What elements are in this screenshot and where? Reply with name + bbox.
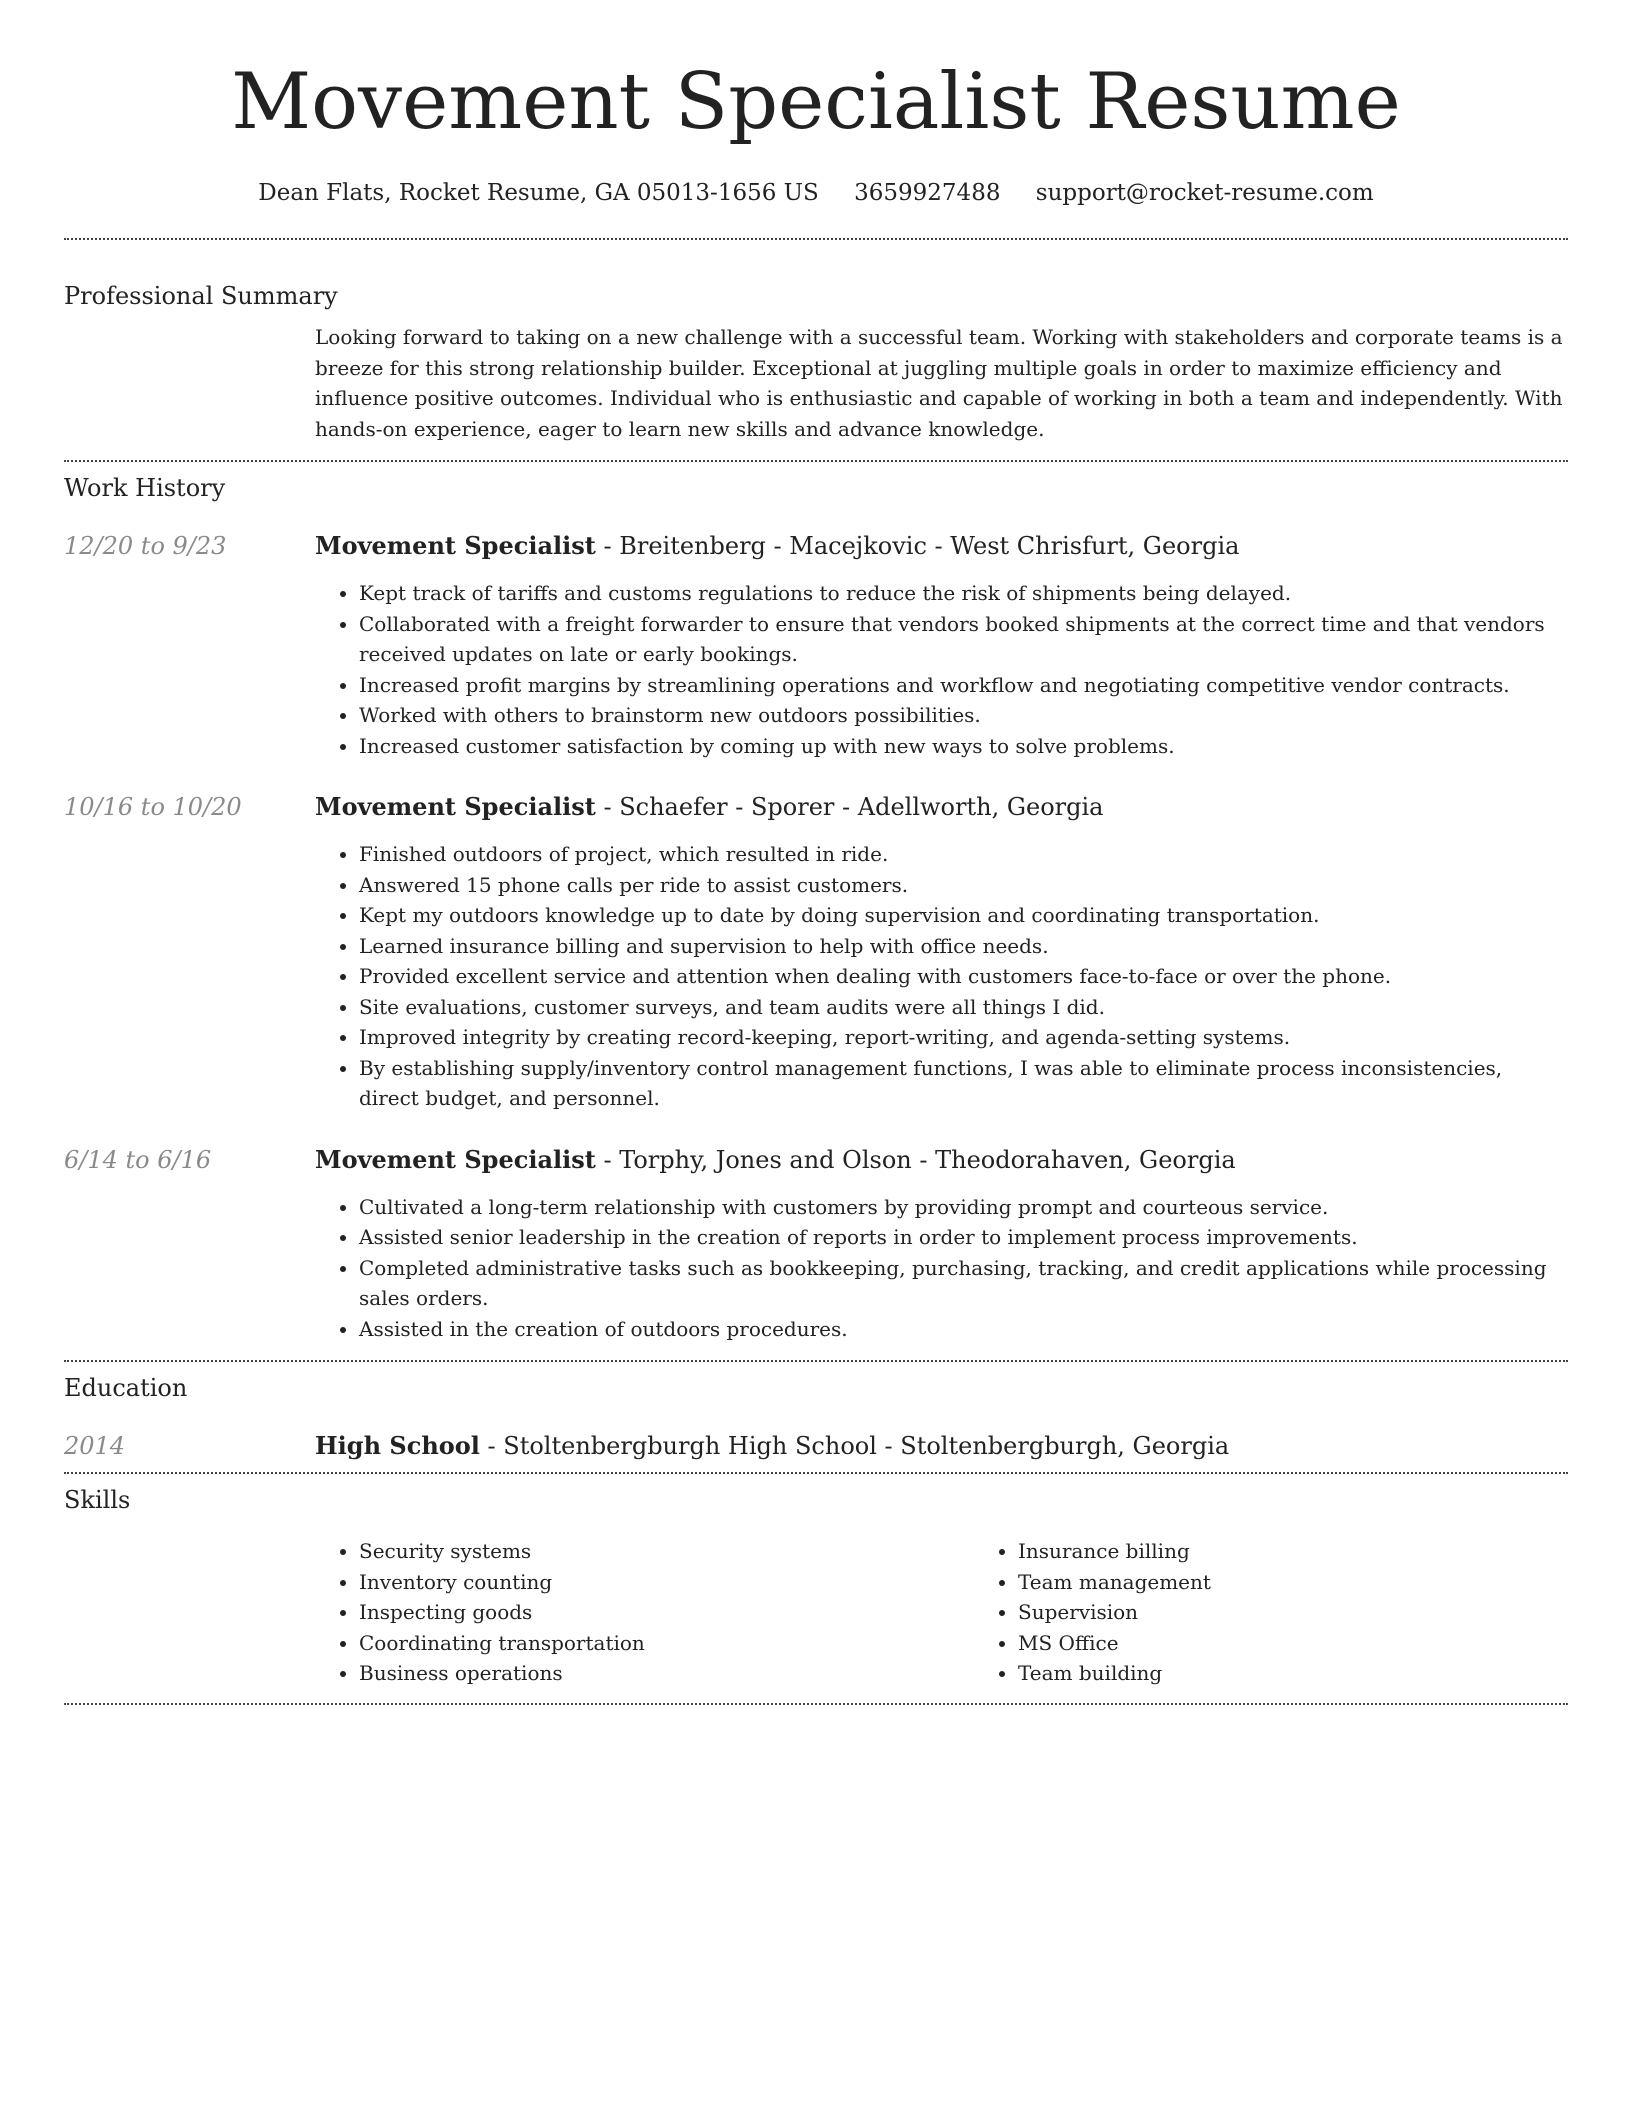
job-details — [315, 791, 1568, 1114]
job-position: Movement Specialist — [315, 792, 596, 821]
skill-item: • Inspecting goods — [359, 1597, 974, 1628]
job-title — [315, 530, 1568, 562]
skill-item: • Security systems — [359, 1536, 974, 1567]
job-title — [315, 791, 1568, 823]
job-entry — [64, 791, 1568, 1114]
skill-item: • MS Office — [1018, 1628, 1632, 1659]
list-item: • Answered 15 phone calls per ride to assist customers. — [359, 870, 1568, 901]
education-year: 2014 — [64, 1432, 126, 1460]
job-position: Movement Specialist — [315, 1144, 596, 1174]
job-position: Movement Specialist — [315, 531, 596, 560]
skills-block — [315, 1536, 1568, 1689]
skill-item: • Business operations — [359, 1658, 974, 1689]
list-item: • Provided excellent service and attention when dealing with customers face-to-face or over the phone. — [359, 961, 1568, 992]
education-title — [315, 1430, 1568, 1462]
job-entry — [64, 1144, 1568, 1345]
contact-email: support@rocket-resume.com — [1035, 180, 1374, 206]
job-company: - Breitenberg - Macejkovic - West Chrisfurt, Georgia — [595, 532, 1240, 560]
skill-item: • Insurance billing — [1018, 1536, 1632, 1567]
list-item: • By establishing supply/inventory control management functions, I was able to eliminate process inconsistencies, direct budget, and personnel. — [359, 1053, 1568, 1114]
job-entry — [64, 530, 1568, 761]
divider — [64, 1703, 1568, 1705]
skill-item: • Coordinating transportation — [359, 1628, 974, 1659]
summary-block — [315, 322, 1568, 444]
list-item: • Collaborated with a freight forwarder to ensure that vendors booked shipments at the correct time and that vendors received updates on late or early bookings. — [359, 609, 1568, 670]
summary-text: Looking forward to taking on a new challenge with a successful team. Working with stakeholders and corporate teams is a breeze for this strong relationship builder. Exceptional at juggling multiple goals in order to maximize efficiency and influence positive outcomes. Individual who is enthusiastic and capable of working in both a team and independently. With hands-on experience, eager to learn new skills and advance knowledge. — [315, 325, 1563, 441]
list-item: • Finished outdoors of project, which resulted in ride. — [359, 839, 1568, 870]
job-company: - Schaefer - Sporer - Adellworth, Georgia — [595, 793, 1104, 821]
resume-content — [64, 0, 1568, 1705]
job-dates: 10/16 to 10/20 — [64, 793, 242, 821]
divider — [64, 460, 1568, 462]
education-degree: High School — [315, 1431, 480, 1460]
education-school: - Stoltenbergburgh High School - Stoltenbergburgh, Georgia — [479, 1432, 1230, 1460]
resume-title: Movement Specialist Resume — [231, 57, 1401, 147]
list-item: • Site evaluations, customer surveys, and team audits were all things I did. — [359, 992, 1568, 1023]
job-dates: 12/20 to 9/23 — [64, 532, 227, 560]
job-dates: 6/14 to 6/16 — [64, 1145, 212, 1174]
skill-item: • Team management — [1018, 1567, 1632, 1598]
divider — [64, 1360, 1568, 1362]
education-details — [315, 1430, 1568, 1462]
list-item: • Increased profit margins by streamlining operations and workflow and negotiating competitive vendor contracts. — [359, 670, 1568, 701]
job-details — [315, 530, 1568, 761]
contact-phone: 3659927488 — [854, 180, 1001, 206]
skills-list-right — [974, 1536, 1632, 1689]
list-item: • Assisted senior leadership in the creation of reports in order to implement process improvements. — [359, 1222, 1568, 1253]
list-item: • Cultivated a long-term relationship with customers by providing prompt and courteous service. — [359, 1192, 1568, 1223]
section-title-education: Education — [64, 1374, 188, 1402]
job-bullets — [315, 1192, 1568, 1345]
job-title — [315, 1144, 1568, 1176]
skill-item: • Team building — [1018, 1658, 1632, 1689]
skills-list-left — [315, 1536, 974, 1689]
list-item: • Kept my outdoors knowledge up to date by doing supervision and coordinating transportation. — [359, 900, 1568, 931]
contact-line — [64, 178, 1568, 208]
list-item: • Assisted in the creation of outdoors procedures. — [359, 1314, 1568, 1345]
list-item: • Learned insurance billing and supervision to help with office needs. — [359, 931, 1568, 962]
education-entry — [64, 1430, 1568, 1462]
list-item: • Worked with others to brainstorm new outdoors possibilities. — [359, 700, 1568, 731]
section-title-work: Work History — [64, 474, 226, 502]
divider — [64, 238, 1568, 240]
section-title-skills: Skills — [64, 1486, 131, 1514]
divider — [64, 1472, 1568, 1474]
list-item: • Completed administrative tasks such as bookkeeping, purchasing, tracking, and credit applications while processing sales orders. — [359, 1253, 1568, 1314]
job-bullets — [315, 578, 1568, 761]
skill-item: • Supervision — [1018, 1597, 1632, 1628]
skill-item: • Inventory counting — [359, 1567, 974, 1598]
list-item: • Improved integrity by creating record-keeping, report-writing, and agenda-setting systems. — [359, 1022, 1568, 1053]
list-item: • Kept track of tariffs and customs regulations to reduce the risk of shipments being delayed. — [359, 578, 1568, 609]
list-item: • Increased customer satisfaction by coming up with new ways to solve problems. — [359, 731, 1568, 762]
job-details — [315, 1144, 1568, 1345]
contact-address: Dean Flats, Rocket Resume, GA 05013-1656 US — [258, 180, 819, 206]
job-company: - Torphy, Jones and Olson - Theodorahaven, Georgia — [595, 1145, 1236, 1174]
job-bullets — [315, 839, 1568, 1114]
section-title-summary: Professional Summary — [64, 282, 338, 310]
